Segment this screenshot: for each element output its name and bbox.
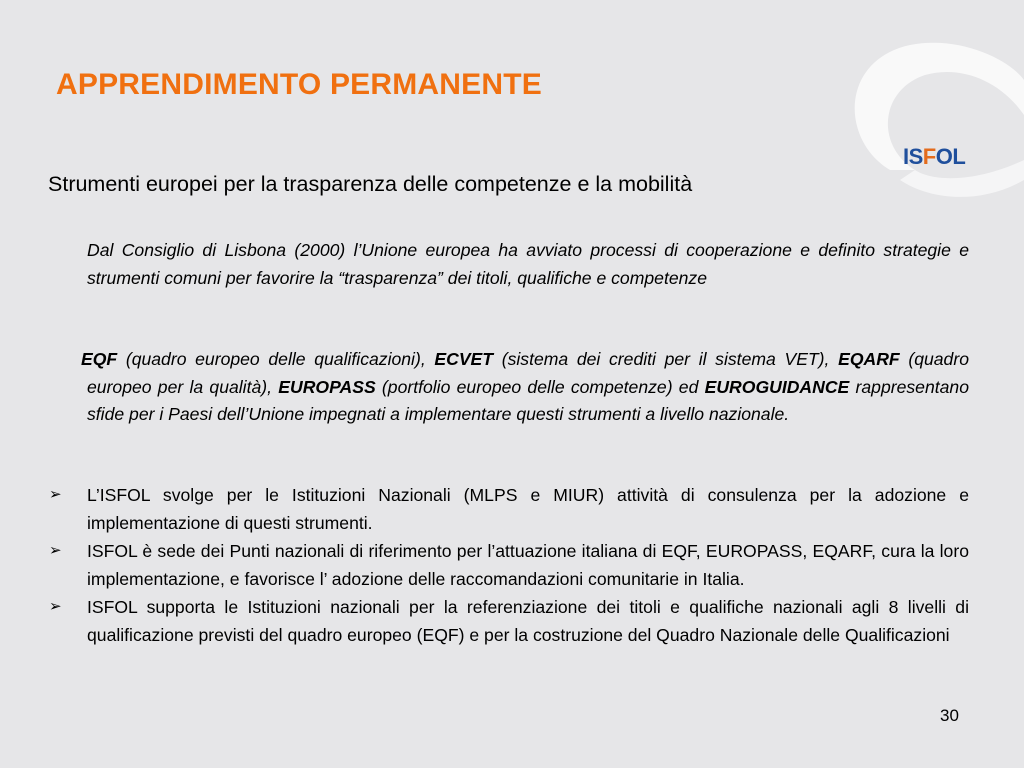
logo-text-part2: F <box>922 144 936 169</box>
logo-text-part3: OL <box>935 144 966 169</box>
arrow-bullet-icon: ➢ <box>49 598 62 615</box>
text-segment: (sistema dei crediti per il sistema VET), <box>493 349 839 369</box>
logo-text-part1: IS <box>903 144 923 169</box>
term-eqf: EQF <box>81 349 118 369</box>
instruments-paragraph <box>81 346 969 429</box>
bullet-text: ISFOL è sede dei Punti nazionali di riferimento per l’attuazione italiana di EQF, EUROPASS, EQARF, cura la loro implementazione, e favorisce l’ adozione delle raccomandazioni comunitarie in Italia. <box>87 541 969 589</box>
lisbon-paragraph: Dal Consiglio di Lisbona (2000) l’Unione europea ha avviato processi di cooperazione e definito strategie e strumenti comuni per favorire la “trasparenza” dei titoli, qualifiche e competenze <box>87 240 969 288</box>
term-ecvet: ECVET <box>434 349 494 369</box>
bullet-item <box>47 537 969 593</box>
slide-subtitle: Strumenti europei per la trasparenza delle competenze e la mobilità <box>48 172 693 196</box>
logo-swoosh-graphic <box>820 20 1024 210</box>
arrow-bullet-icon: ➢ <box>49 542 62 559</box>
text-segment: rappresentano sfide per i Paesi dell’Unione impegnati a implementare questi strumenti a livello nazionale. <box>87 376 969 424</box>
page-number: 30 <box>940 706 959 725</box>
bullet-list <box>47 481 969 649</box>
arrow-bullet-icon: ➢ <box>49 486 62 503</box>
slide-title: APPRENDIMENTO PERMANENTE <box>56 68 542 101</box>
bullet-item <box>47 481 969 537</box>
bullet-item <box>47 593 969 649</box>
bullet-text: L’ISFOL svolge per le Istituzioni Nazionali (MLPS e MIUR) attività di consulenza per la adozione e implementazione di questi strumenti. <box>87 485 969 533</box>
text-segment: (quadro europeo per la qualità), <box>87 349 969 397</box>
text-segment: (quadro europeo delle qualificazioni), <box>117 349 435 369</box>
term-eqarf: EQARF <box>838 349 900 369</box>
text-segment: (portfolio europeo delle competenze) ed <box>375 376 705 397</box>
bullet-text: ISFOL supporta le Istituzioni nazionali per la referenziazione dei titoli e qualifiche nazionali agli 8 livelli di qualificazione previsti del quadro europeo (EQF) e per la costruzione del Quadro Nazionale delle Qualificazioni <box>87 597 969 645</box>
term-euroguidance: EUROGUIDANCE <box>704 376 850 397</box>
isfol-logo <box>903 144 965 170</box>
term-europass: EUROPASS <box>278 376 376 397</box>
